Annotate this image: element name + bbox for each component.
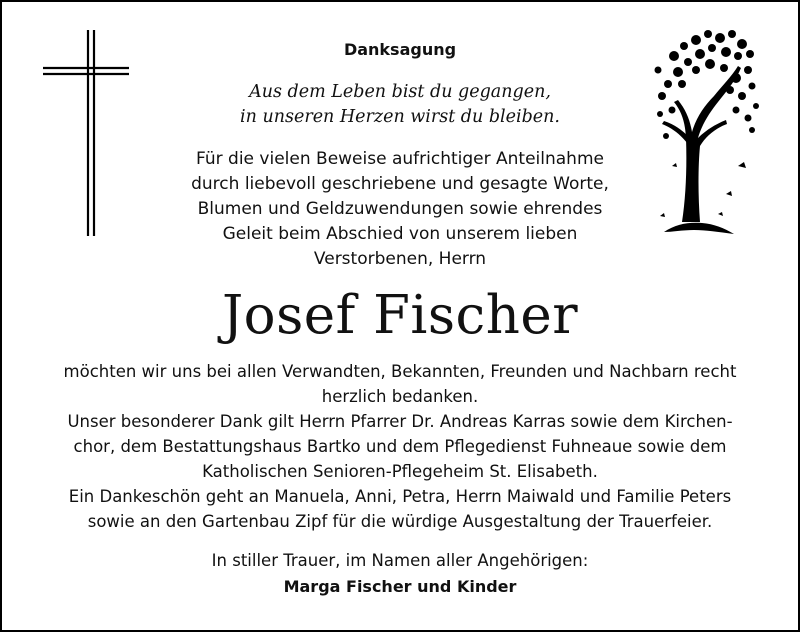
body-line: Ein Dankeschön geht an Manuela, Anni, Petra, Herrn Maiwald und Familie Peters [68, 487, 732, 506]
body-paragraph [22, 359, 778, 534]
thanks-line: Verstorbenen, Herrn [313, 249, 487, 269]
body-line: chor, dem Bestattungshaus Bartko und dem Pflegedienst Fuhneaue sowie dem [73, 437, 727, 456]
thanks-line: Blumen und Geldzuwendungen sowie ehrendes [197, 199, 603, 219]
deceased-name: Josef Fischer [221, 285, 579, 346]
heading: Danksagung [343, 40, 457, 59]
body-line: sowie an den Gartenbau Zipf für die würdige Ausgestaltung der Trauerfeier. [87, 512, 713, 531]
thanks-paragraph [2, 147, 798, 272]
verse [2, 80, 798, 130]
verse-line: Aus dem Leben bist du gegangen, [249, 82, 551, 102]
body-line: möchten wir uns bei allen Verwandten, Bekannten, Freunden und Nachbarn recht [63, 362, 737, 381]
thanks-line: durch liebevoll geschriebene und gesagte Worte, [191, 174, 609, 194]
body-line: herzlich bedanken. [321, 387, 479, 406]
verse-line: in unseren Herzen wirst du bleiben. [240, 107, 560, 127]
closing-line: In stiller Trauer, im Namen aller Angehörigen: [211, 551, 589, 570]
body-line: Unser besonderer Dank gilt Herrn Pfarrer Dr. Andreas Karras sowie dem Kirchen- [67, 412, 733, 431]
signature: Marga Fischer und Kinder [283, 577, 517, 596]
thanks-line: Für die vielen Beweise aufrichtiger Anteilnahme [196, 149, 604, 169]
thanks-line: Geleit beim Abschied von unserem lieben [222, 224, 578, 244]
body-line: Katholischen Senioren-Pflegeheim St. Elisabeth. [202, 462, 598, 481]
